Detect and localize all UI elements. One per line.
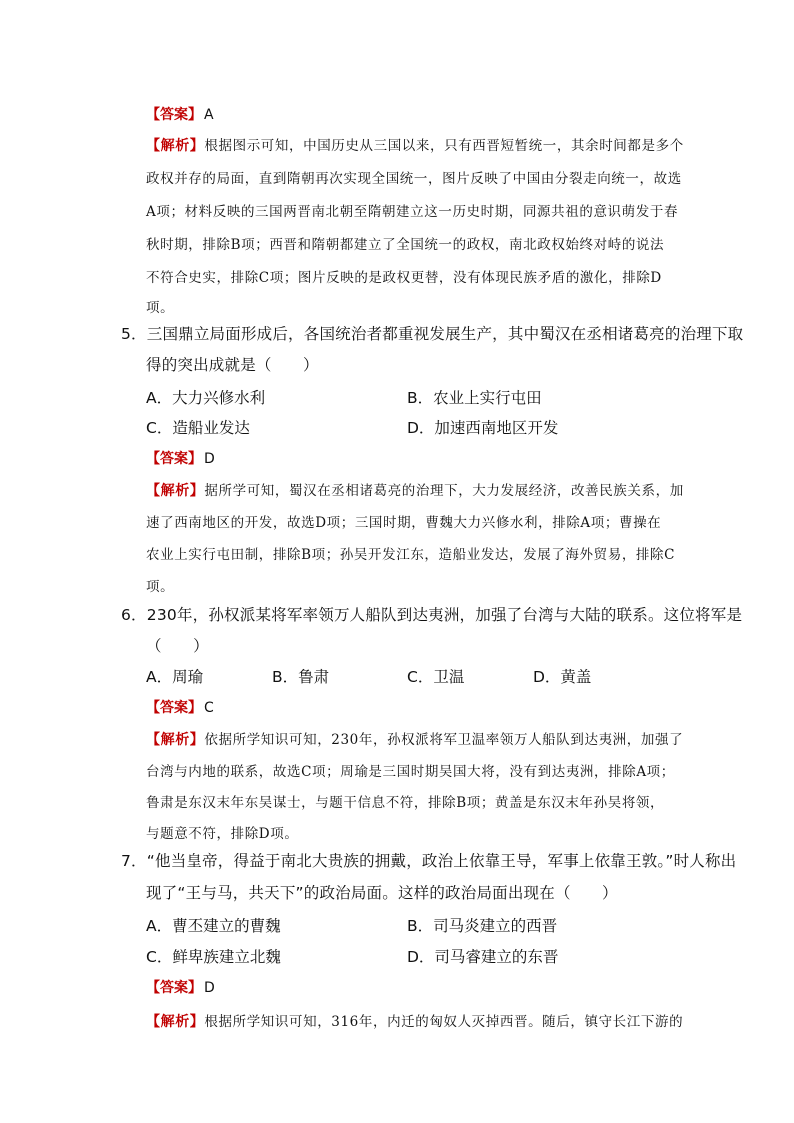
question-stem: 6．230年，孙权派某将军率领万人船队到达夷洲，加强了台湾与大陆的联系。这位将军是 — [121, 606, 743, 624]
answer-value: C — [204, 700, 214, 716]
analysis-text: 速了西南地区的开发，故选D项；三国时期，曹魏大力兴修水利，排除A项；曹操在 — [146, 515, 662, 531]
analysis-tag: 【解析】 — [146, 483, 205, 499]
option-c: C．造船业发达 — [146, 419, 250, 437]
analysis-line — [146, 479, 684, 500]
answer-line-q7 — [146, 977, 215, 997]
analysis-text: 据所学可知，蜀汉在丞相诸葛亮的治理下，大力发展经济，改善民族关系，加 — [204, 483, 684, 499]
analysis-text: 项。 — [146, 300, 175, 316]
answer-tag: 【答案】 — [146, 107, 202, 123]
analysis-text: 鲁肃是东汉末年东吴谋士，与题干信息不符，排除B项；黄盖是东汉末年孙吴将领， — [146, 795, 665, 811]
answer-line-q6 — [146, 697, 214, 717]
option-a: A．曹丕建立的曹魏 — [146, 917, 281, 935]
answer-line-q5 — [146, 448, 215, 468]
answer-line-q4 — [146, 104, 214, 124]
analysis-tag: 【解析】 — [146, 1014, 205, 1030]
option-c: C．鲜卑族建立北魏 — [146, 948, 281, 966]
question-stem: 现了“王与马，共天下”的政治局面。这样的政治局面出现在（ ） — [146, 884, 618, 902]
analysis-text: 秋时期，排除B项；西晋和隋朝都建立了全国统一的政权，南北政权始终对峙的说法 — [146, 237, 665, 253]
answer-tag: 【答案】 — [146, 700, 202, 716]
analysis-text: 农业上实行屯田制，排除B项；孙吴开发江东，造船业发达，发展了海外贸易，排除C — [146, 547, 676, 563]
option-d: D．黄盖 — [533, 668, 592, 686]
option-d: D．加速西南地区开发 — [407, 419, 559, 437]
option-a: A．周瑜 — [146, 668, 204, 686]
analysis-text: 不符合史实，排除C项；图片反映的是政权更替，没有体现民族矛盾的激化，排除D — [146, 270, 662, 286]
option-b: B．鲁肃 — [272, 668, 330, 686]
question-stem: 得的突出成就是（ ） — [146, 356, 319, 374]
analysis-text: 根据图示可知，中国历史从三国以来，只有西晋短暂统一，其余时间都是多个 — [204, 138, 684, 154]
option-c: C．卫温 — [407, 668, 465, 686]
analysis-text: 项。 — [146, 579, 175, 595]
option-b: B．司马炎建立的西晋 — [407, 917, 558, 935]
analysis-text: 依据所学知识可知，230年，孙权派将军卫温率领万人船队到达夷洲，加强了 — [204, 732, 684, 748]
option-d: D．司马睿建立的东晋 — [407, 948, 559, 966]
analysis-text: 政权并存的局面，直到隋朝再次实现全国统一，图片反映了中国由分裂走向统一，故选 — [146, 171, 682, 187]
option-a: A．大力兴修水利 — [146, 389, 266, 407]
option-b: B．农业上实行屯田 — [407, 389, 542, 407]
question-stem: （ ） — [146, 637, 209, 655]
question-stem: 7．“他当皇帝，得益于南北大贵族的拥戴，政治上依靠王导，军事上依靠王敦。”时人称出 — [121, 852, 737, 870]
analysis-line — [146, 134, 684, 155]
analysis-text: 台湾与内地的联系，故选C项；周瑜是三国时期吴国大将，没有到达夷洲，排除A项； — [146, 764, 675, 780]
analysis-tag: 【解析】 — [146, 138, 205, 154]
answer-value: D — [204, 980, 215, 996]
answer-value: D — [204, 451, 215, 467]
analysis-text: A项；材料反映的三国两晋南北朝至隋朝建立这一历史时期，同源共祖的意识萌发于春 — [146, 204, 679, 220]
answer-tag: 【答案】 — [146, 980, 202, 996]
answer-value: A — [204, 107, 214, 123]
analysis-text: 根据所学知识可知，316年，内迁的匈奴人灭掉西晋。随后，镇守长江下游的 — [204, 1014, 684, 1030]
analysis-text: 与题意不符，排除D项。 — [146, 826, 299, 842]
answer-tag: 【答案】 — [146, 451, 202, 467]
question-stem: 5．三国鼎立局面形成后，各国统治者都重视发展生产，其中蜀汉在丞相诸葛亮的治理下取 — [121, 325, 744, 343]
analysis-line — [146, 728, 683, 749]
analysis-line — [146, 1010, 683, 1031]
analysis-tag: 【解析】 — [146, 732, 205, 748]
